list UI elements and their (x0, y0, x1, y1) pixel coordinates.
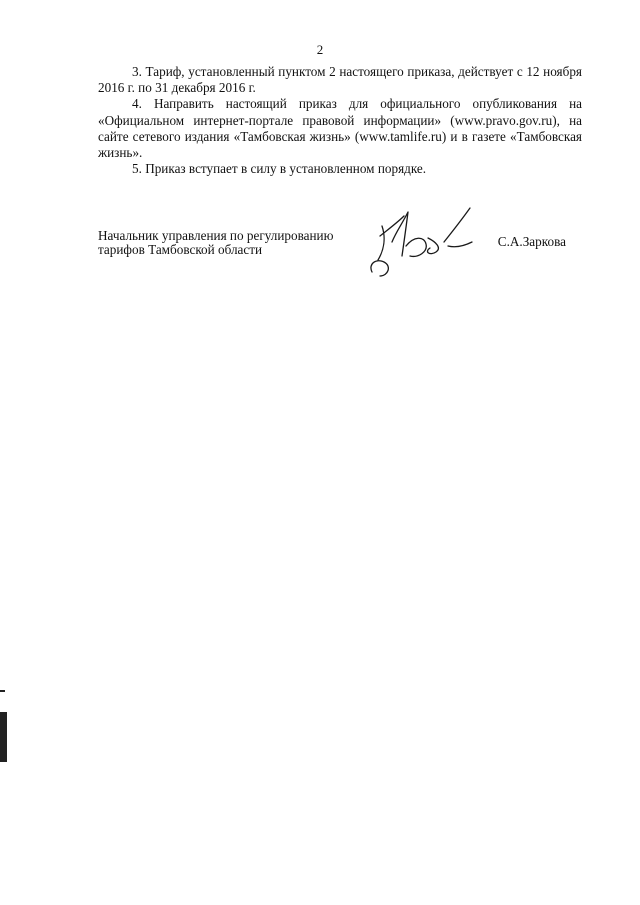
signer-position-line2: тарифов Тамбовской области (98, 241, 263, 257)
signer-position (98, 229, 378, 256)
document-body (98, 64, 582, 177)
paragraph-tariff-period: 3. Тариф, установленный пунктом 2 настоящего приказа, действует с 12 ноября 2016 г. по 31 декабря 2016 г. (98, 64, 582, 96)
signer-position-line1: Начальник управления по регулированию (98, 228, 334, 243)
scan-edge-mark (0, 690, 5, 692)
handwritten-signature (360, 202, 480, 282)
paragraph-publication: 4. Направить настоящий приказ для официального опубликования на «Официальном интернет-портале правовой информации» (www.pravo.gov.ru), на сайте сетевого издания «Тамбовская жизнь» (www.tamlife.ru) и в газете «Тамбовская жизнь». (98, 96, 582, 161)
scan-edge-mark (0, 712, 7, 762)
signature-block (98, 226, 582, 286)
paragraph-effective: 5. Приказ вступает в силу в установленном порядке. (132, 161, 427, 177)
signer-name: С.А.Заркова (497, 234, 566, 249)
page-number: 2 (316, 42, 324, 57)
